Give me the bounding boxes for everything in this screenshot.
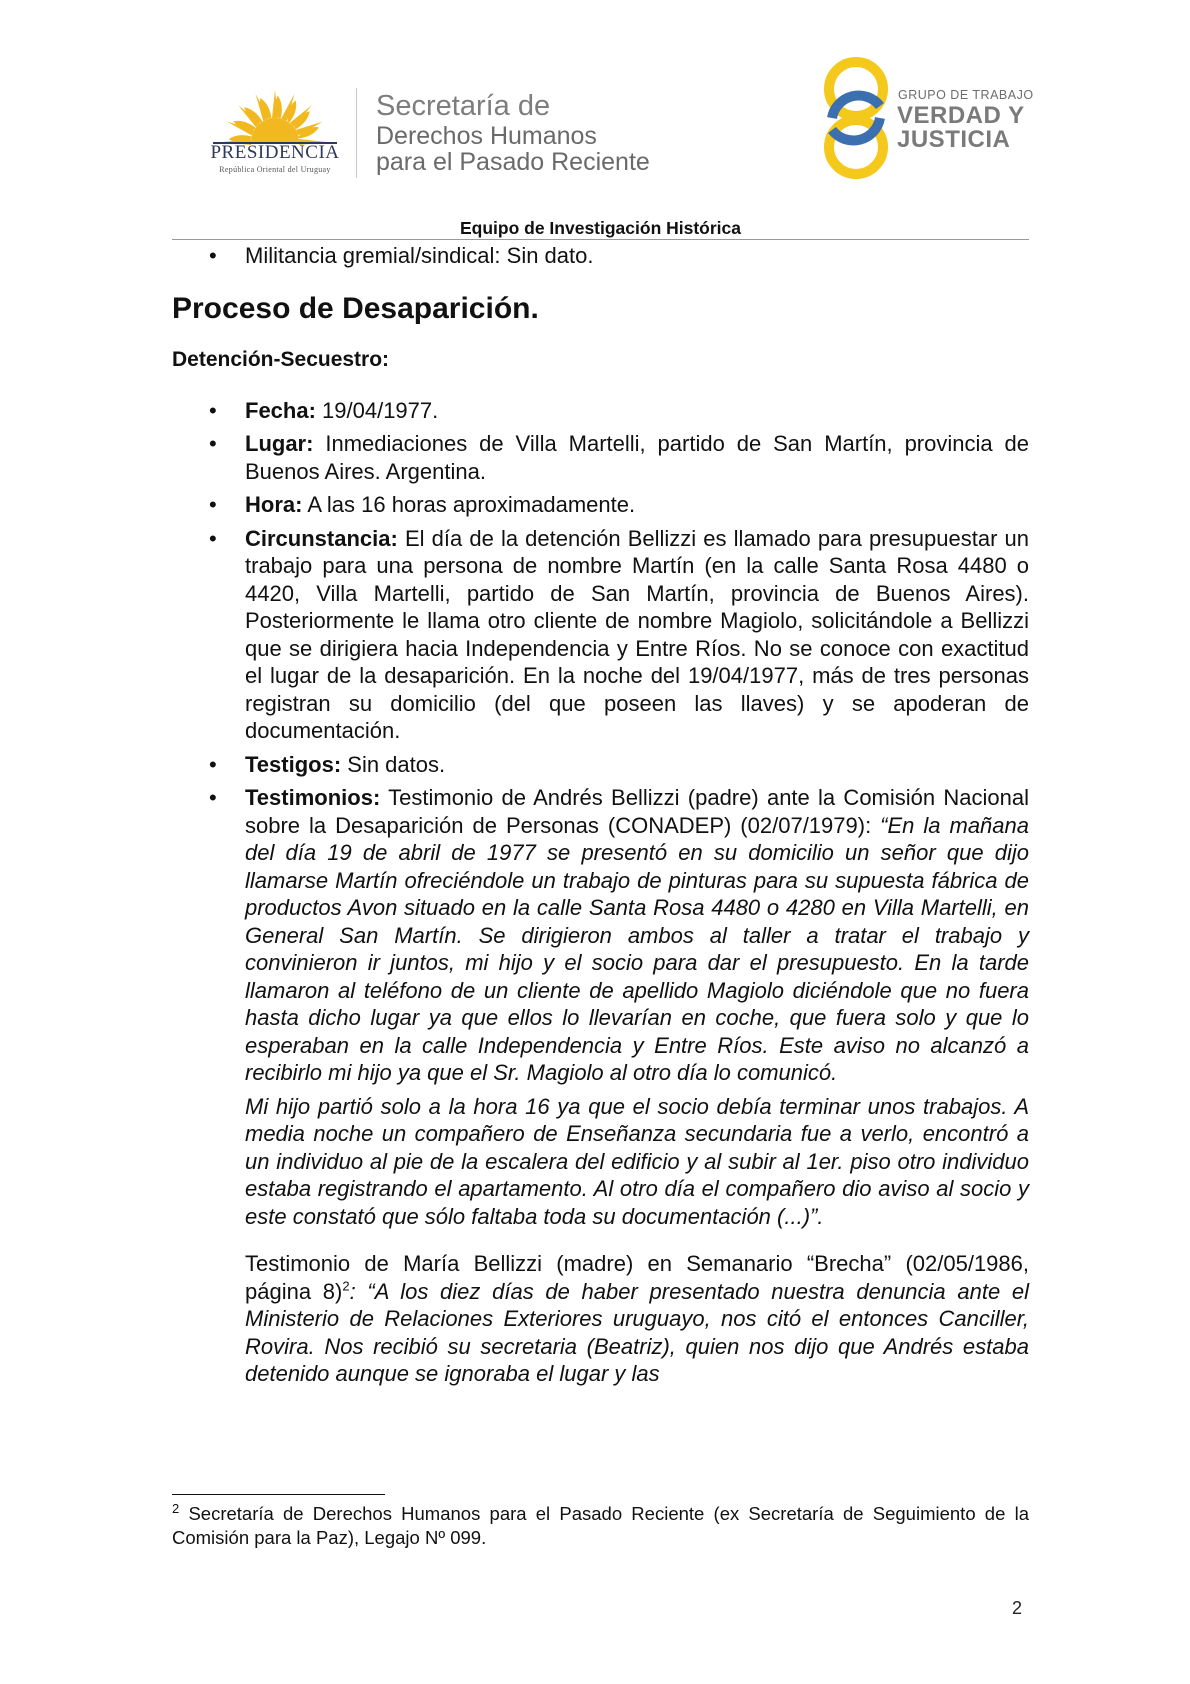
testimonios-label: Testimonios:: [245, 785, 381, 810]
list-item-lugar: [172, 430, 1029, 485]
team-title: Equipo de Investigación Histórica: [459, 218, 742, 238]
footnote-text: Secretaría de Derechos Humanos para el Pasado Reciente (ex Secretaría de Seguimiento de la Comisión para la Paz), Legajo Nº 099.: [172, 1503, 1029, 1548]
bullet: •: [209, 397, 217, 423]
lugar-label: Lugar:: [245, 431, 314, 456]
logo-separator: [356, 88, 357, 178]
bullet: •: [209, 525, 217, 551]
testimonio-quote-1: “En la mañana del día 19 de abril de 1977 se presentó en su domicilio un señor que dijo llamarse Martín ofreciéndole un trabajo de pinturas para su supuesta fábrica de productos Avon situado en la calle Santa Rosa 4480 o 4280 en Villa Martelli, en General San Martín. Se dirigieron ambos al taller a tratar el trabajo y convinieron ir juntos, mi hijo y el socio para dar el presupuesto. En la tarde llamaron al teléfono de un cliente de apellido Magiolo diciéndole que no fuera hasta dicho lugar ya que ellos lo llevarían en coche, que fuera solo y que lo esperaban en la calle Independencia y Entre Ríos. Este aviso no alcanzó a recibirlo mi hijo ya que el Sr. Magiolo al otro día lo comunicó.: [245, 812, 1029, 1085]
footnote-rule: [172, 1494, 385, 1495]
circunstancia-value: El día de la detención Bellizzi es llamado para presupuestar un trabajo para una persona de nombre Martín (en la calle Santa Rosa 4480 o 4420, Villa Martelli, partido de San Martín, provincia de Buenos Aires). Posteriormente le llama otro cliente de nombre Magiolo, solicitándole a Bellizzi que se dirigiera hacia Independencia y Entre Ríos. No se conoce con exactitud el lugar de la desaparición. En la noche del 19/04/1977, más de tres personas registran su domicilio (del que poseen las llaves) y se apoderan de documentación.: [245, 525, 1029, 743]
footnote-ref[interactable]: 2: [342, 1278, 350, 1294]
presidencia-name: PRESIDENCIA: [210, 142, 340, 163]
fecha-label: Fecha:: [245, 397, 316, 423]
testimonio-madre-quote: : “A los diez días de haber presentado nuestra denuncia ante el Ministerio de Relaciones Exteriores uruguayo, nos citó el entonces Canciller, Rovira. Nos recibió su secretaria (Beatriz), quien nos dijo que Andrés estaba detenido aunque se ignoraba el lugar y las: [245, 1278, 1029, 1386]
testimonio-paragraph-madre: [172, 1250, 1029, 1388]
bullet: •: [209, 431, 217, 456]
circunstancia-label: Circunstancia:: [245, 525, 398, 551]
hora-value: A las 16 horas aproximadamente.: [302, 492, 636, 517]
list-item-militancia: [172, 242, 1029, 270]
footnote: [172, 1502, 1029, 1550]
testimonio-quote-2: Mi hijo partió solo a la hora 16 ya que el socio debía terminar unos trabajos. A media noche un compañero de Enseñanza secundaria fue a verlo, encontró a un individuo al pie de la escalera del edificio y al subir al 1er. piso otro individuo estaba registrando el apartamento. Al otro día el compañero dio aviso al socio y este constató que sólo faltaba toda su documentación (...)”.: [245, 1093, 1029, 1229]
list-item-circunstancia: [172, 525, 1029, 745]
fecha-value: 19/04/1977.: [315, 397, 439, 423]
grupo-trabajo-label: GRUPO DE TRABAJO: [898, 88, 1034, 102]
secretaria-line-3: para el Pasado Reciente: [376, 148, 650, 176]
subsection-title: Detención-Secuestro:: [172, 347, 390, 371]
section-title: Proceso de Desaparición.: [172, 291, 539, 325]
bullet: •: [209, 785, 217, 810]
presidencia-subtitle: República Oriental del Uruguay: [219, 165, 331, 174]
verdad-label: VERDAD Y: [897, 102, 1025, 129]
testigos-value: Sin datos.: [341, 751, 446, 777]
verdad-justicia-rings-logo: [818, 56, 894, 180]
testigos-label: Testigos:: [245, 751, 342, 777]
page-number: 2: [1012, 1598, 1023, 1618]
list-item-testigos: [172, 751, 1029, 779]
list-item-hora: [172, 491, 1029, 519]
testimonio-paragraph-2: [172, 1093, 1029, 1231]
testimonio-madre-intro: Testimonio de María Bellizzi (madre) en Semanario “Brecha” (02/05/1986, página 8): [245, 1251, 1029, 1304]
header-rule: [172, 239, 1029, 240]
justicia-label: JUSTICIA: [897, 126, 1011, 153]
secretaria-line-2: Derechos Humanos: [376, 122, 597, 150]
testimonios-intro: Testimonio de Andrés Bellizzi (padre) ante la Comisión Nacional sobre la Desaparición de Personas (CONADEP) (02/07/1979):: [245, 785, 1029, 838]
hora-label: Hora:: [245, 492, 303, 517]
list-item-fecha: [172, 397, 1029, 425]
bullet: •: [209, 751, 217, 777]
document-body: [172, 242, 1029, 1388]
lugar-value: Inmediaciones de Villa Martelli, partido de San Martín, provincia de Buenos Aires. Argentina.: [245, 431, 1029, 484]
secretaria-line-1: Secretaría de: [376, 90, 551, 122]
militancia-text: Militancia gremial/sindical: Sin dato.: [245, 243, 594, 268]
bullet: •: [209, 243, 217, 268]
list-item-testimonios: [172, 784, 1029, 1087]
bullet: •: [209, 492, 217, 517]
footnote-number: 2: [172, 1500, 180, 1516]
